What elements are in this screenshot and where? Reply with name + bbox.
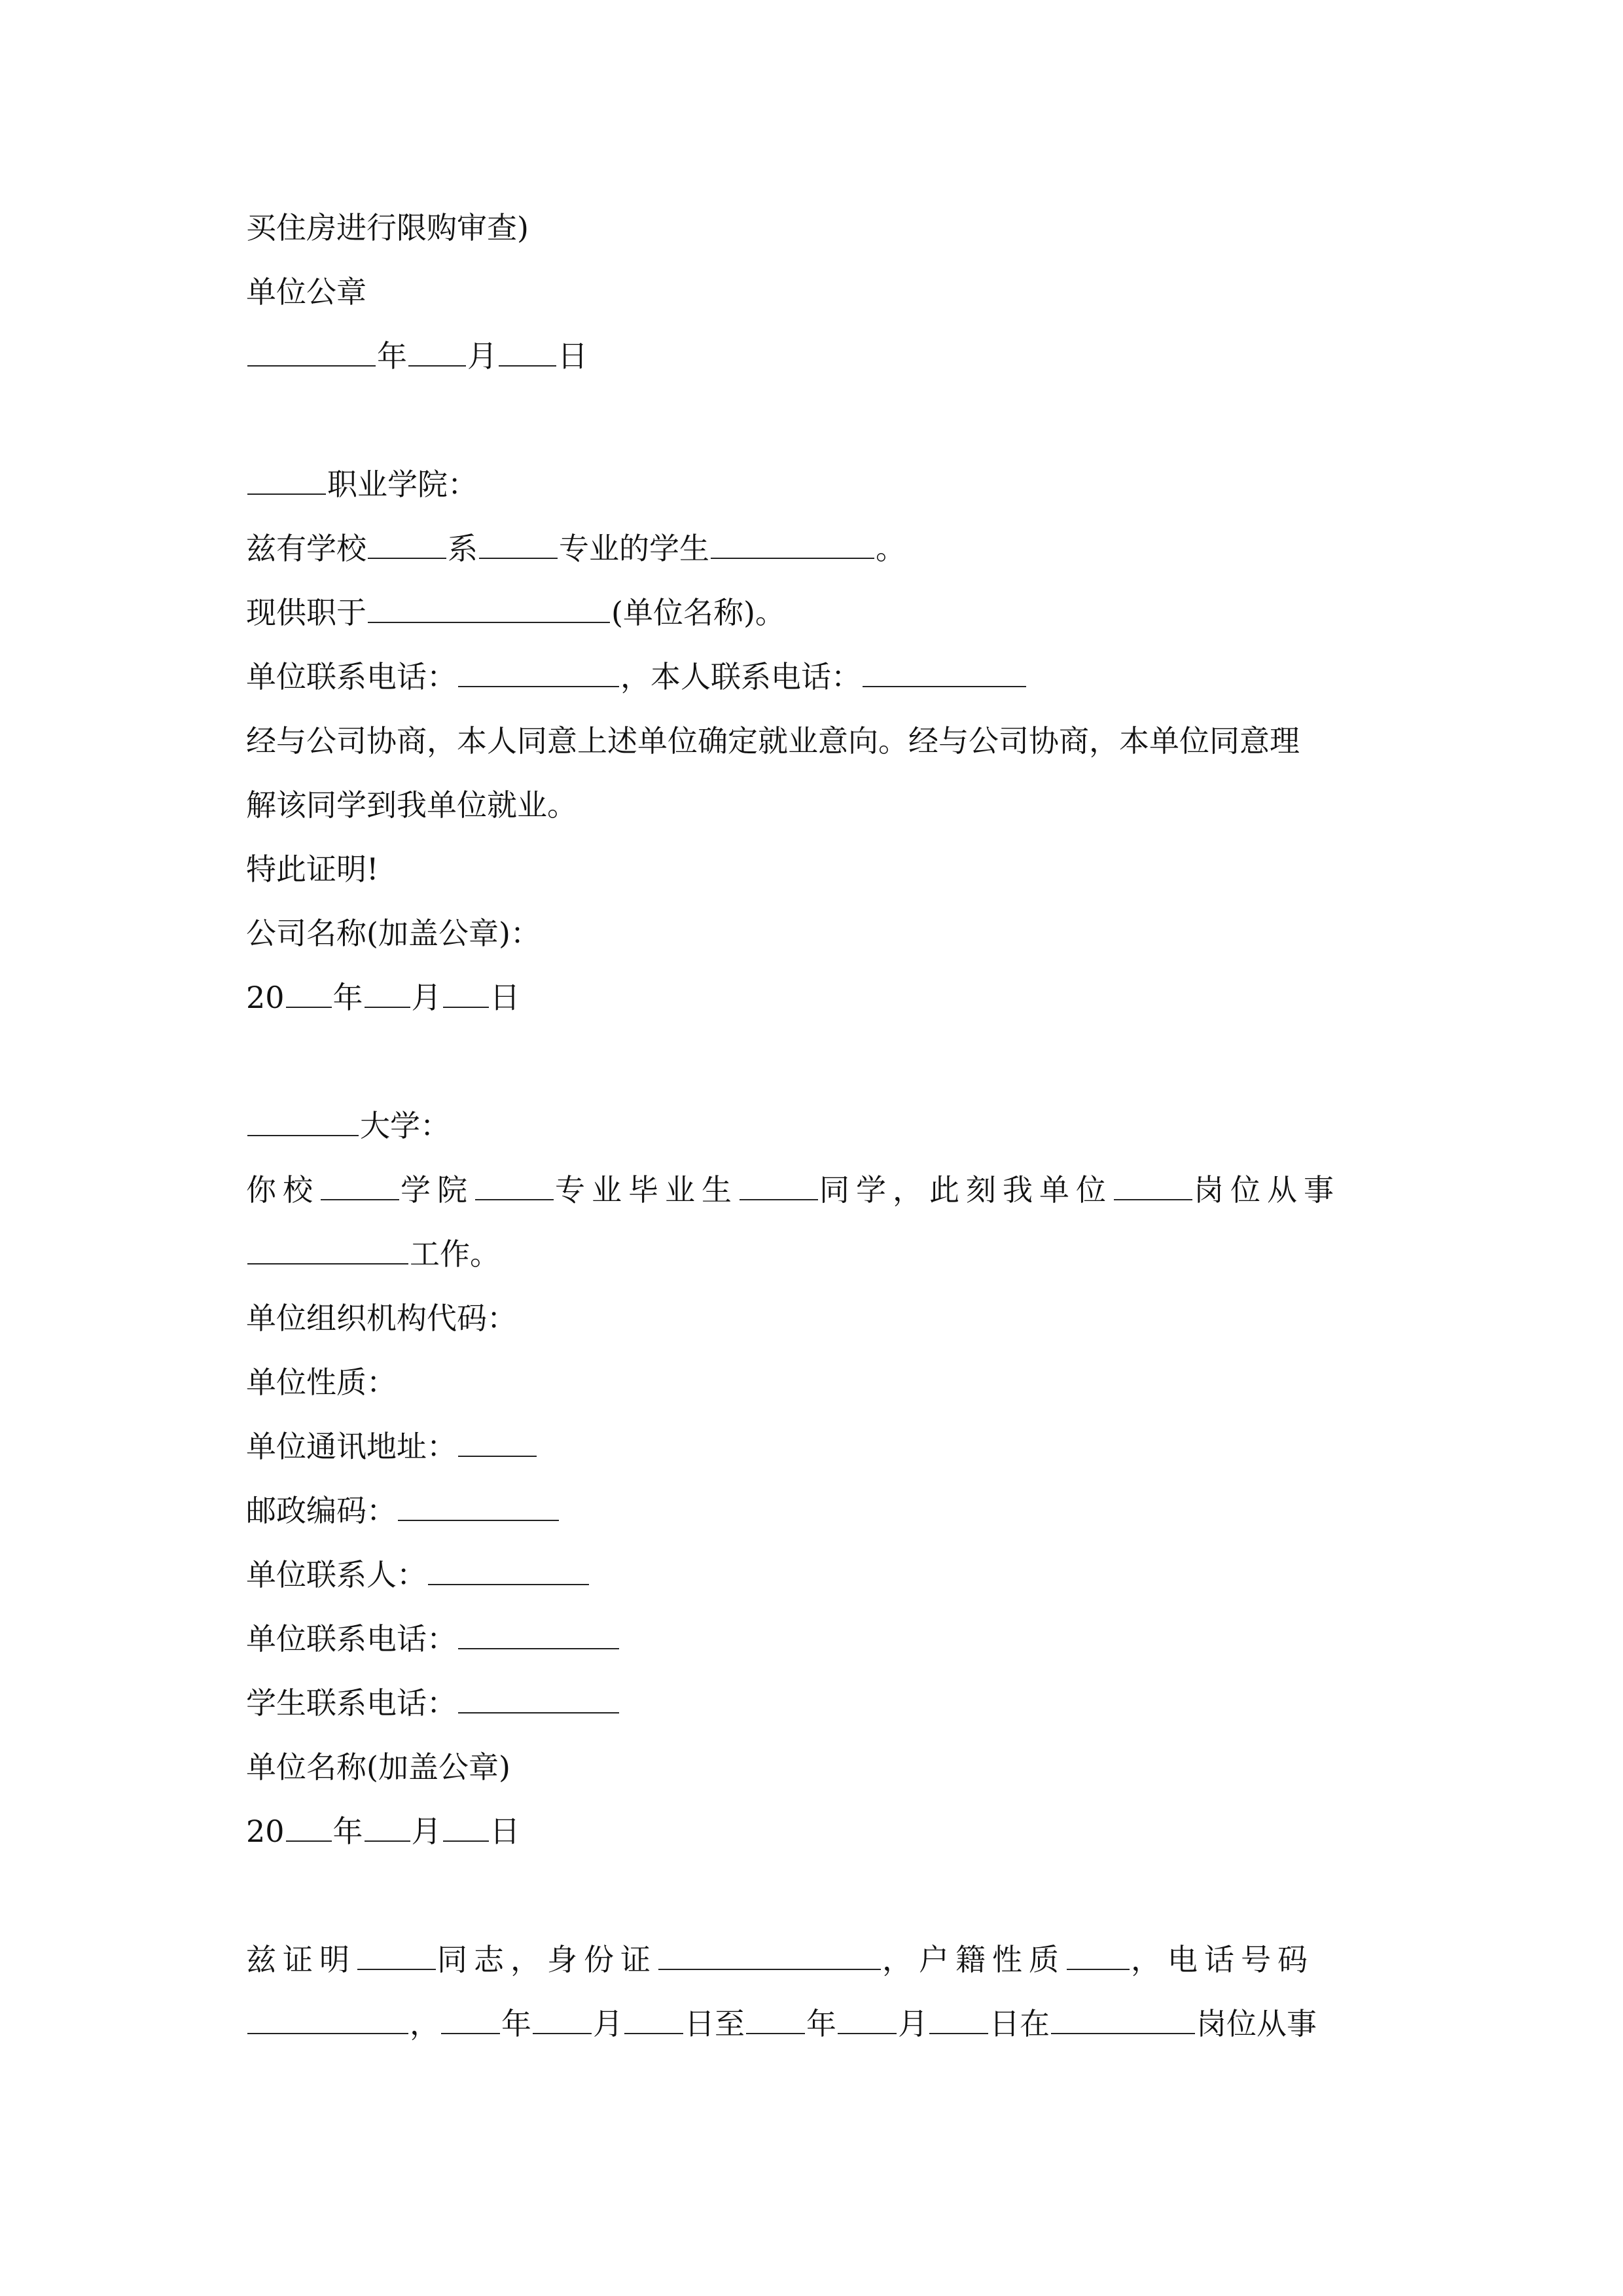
- blank-field: [247, 2007, 408, 2034]
- blank-field: [458, 1686, 619, 1713]
- field-postcode: 邮政编码：: [246, 1491, 560, 1530]
- blank-field: [368, 596, 610, 623]
- text-line: 现供职于 (单位名称)。: [246, 595, 785, 630]
- blank-field: [247, 467, 326, 495]
- blank-field: [357, 1943, 436, 1970]
- date-line: 年 月 日: [246, 336, 588, 376]
- text-line: ， 年 月 日至 年 月 日在 岗位从事: [246, 2004, 1317, 2043]
- blank-field: [746, 2007, 805, 2034]
- blank-field: [458, 660, 619, 687]
- blank-field: [475, 1173, 554, 1200]
- blank-field: [247, 339, 376, 367]
- field-unit-phone: 单位联系电话：: [246, 1619, 620, 1659]
- blank-field: [740, 1173, 818, 1200]
- blank-field: [365, 980, 410, 1008]
- blank-field: [533, 2007, 592, 2034]
- blank-field: [408, 339, 466, 367]
- blank-field: [1114, 1173, 1192, 1200]
- blank-field: [368, 531, 446, 559]
- text: 买住房进行限购审查): [246, 210, 529, 245]
- blank-field: [711, 531, 874, 559]
- blank-field: [658, 1943, 881, 1970]
- field-student-phone: 学生联系电话：: [246, 1683, 620, 1723]
- text-line: 特此证明!: [246, 852, 379, 887]
- text-line: 解该同学到我单位就业。: [246, 787, 577, 823]
- salutation-line: 职业学院：: [246, 465, 478, 504]
- blank-field: [479, 531, 558, 559]
- field-org-code: 单位组织机构代码：: [246, 1300, 517, 1336]
- blank-field: [458, 1622, 619, 1649]
- text-line: 兹证明 同志，身份证 ，户籍性质 ，电话号码: [246, 1942, 1314, 1977]
- blank-field: [247, 1109, 359, 1136]
- salutation-line: 大学：: [246, 1106, 450, 1145]
- blank-field: [247, 1237, 408, 1265]
- blank-field: [1051, 2007, 1195, 2034]
- blank-field: [838, 2007, 897, 2034]
- blank-field: [499, 339, 556, 367]
- field-contact: 单位联系人：: [246, 1555, 590, 1594]
- blank-field: [286, 1814, 332, 1842]
- blank-field: [624, 2007, 683, 2034]
- blank-field: [929, 2007, 988, 2034]
- field-address: 单位通讯地址：: [246, 1427, 538, 1466]
- text-line: 工作。: [246, 1234, 500, 1274]
- date-line: 20 年 月 日: [246, 1814, 520, 1849]
- blank-field: [458, 1429, 537, 1457]
- text-line: 兹有学校 系 专业的学生 。: [246, 531, 906, 566]
- field-nature: 单位性质：: [246, 1365, 397, 1400]
- blank-field: [1067, 1943, 1130, 1970]
- text-line: 单位联系电话： ，本人联系电话：: [246, 657, 1027, 696]
- text-line: 你校 学院 专业毕业生 同学，此刻我单位 岗位从事: [246, 1172, 1340, 1208]
- blank-field: [286, 980, 332, 1008]
- blank-field: [321, 1173, 399, 1200]
- seal-line: [246, 272, 366, 312]
- blank-field: [398, 1494, 559, 1521]
- text-line: 公司名称(加盖公章)：: [246, 916, 541, 951]
- blank-field: [443, 980, 489, 1008]
- date-line: 20 年 月 日: [246, 980, 520, 1015]
- text: 单位公章: [246, 274, 366, 310]
- text-line: 经与公司协商，本人同意上述单位确定就业意向。经与公司协商，本单位同意理: [246, 723, 1300, 759]
- seal-line: 单位名称(加盖公章): [246, 1749, 510, 1785]
- blank-field: [443, 1814, 489, 1842]
- blank-field: [365, 1814, 410, 1842]
- blank-field: [428, 1558, 589, 1585]
- blank-field: [441, 2007, 500, 2034]
- blank-field: [863, 660, 1026, 687]
- text-line: [246, 208, 529, 247]
